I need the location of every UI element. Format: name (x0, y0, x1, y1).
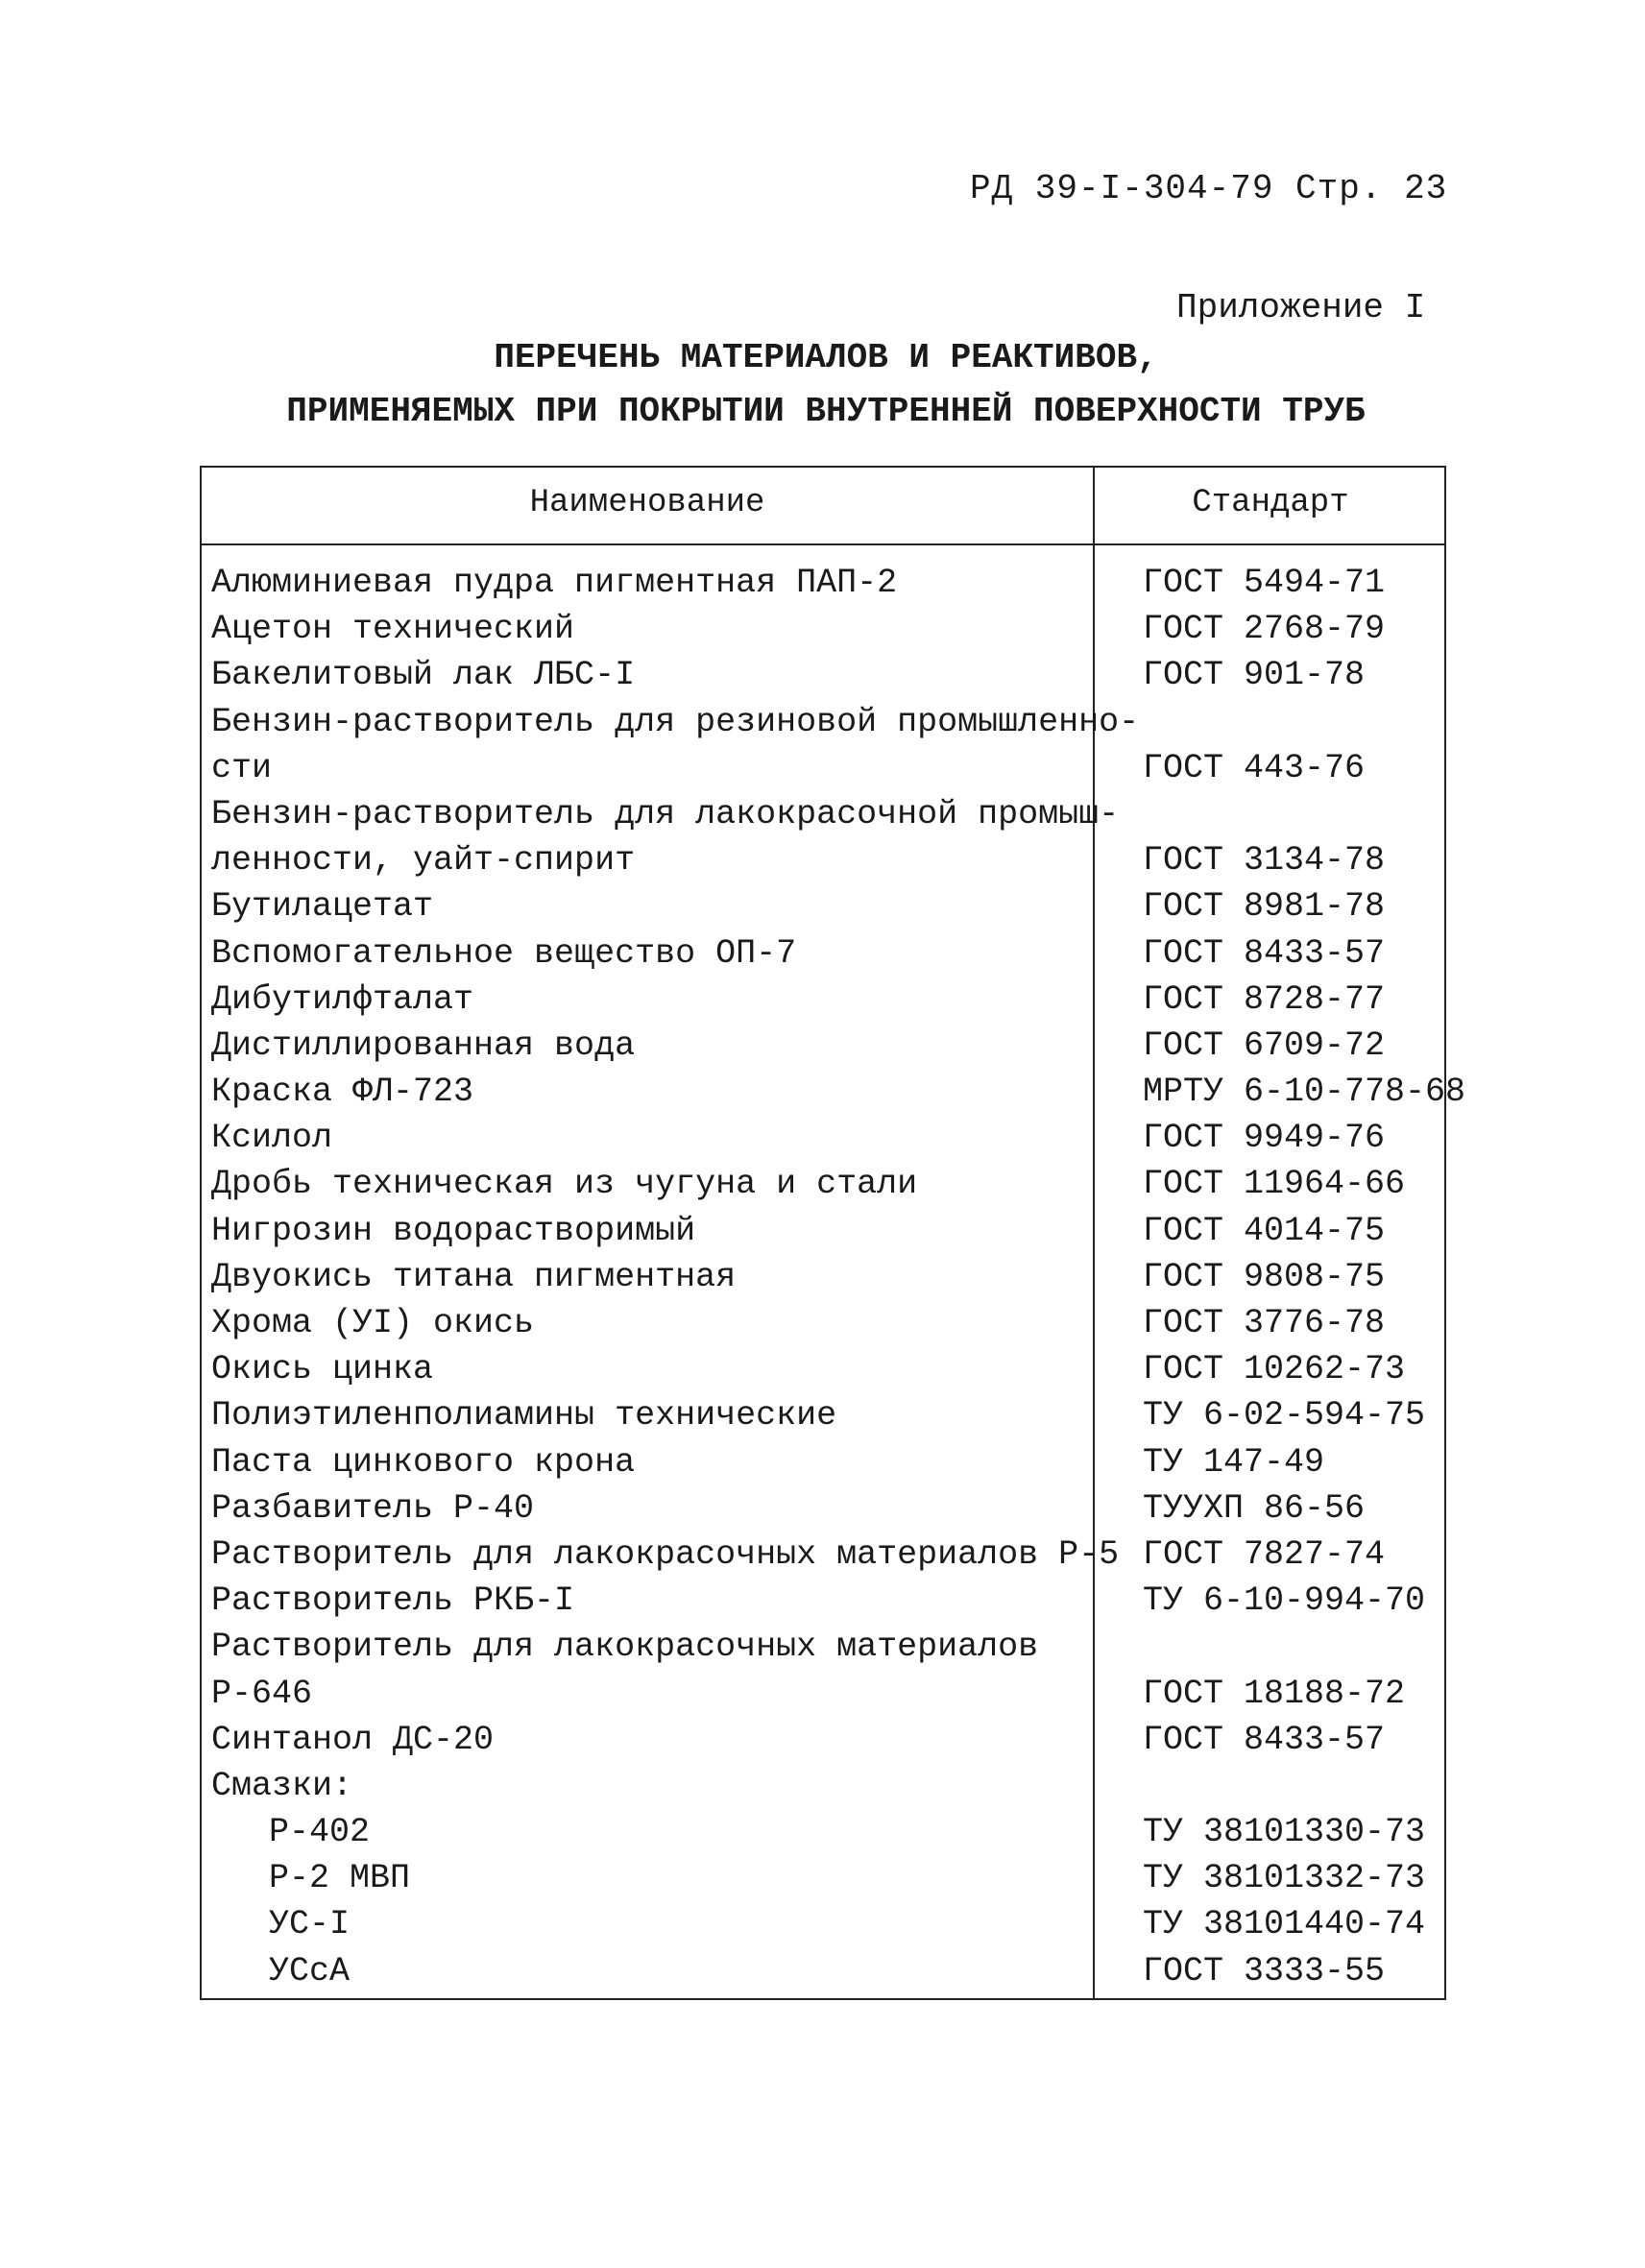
table-row (202, 980, 1444, 1026)
table-row (202, 1767, 1444, 1813)
material-name: Вспомогательное вещество ОП-7 (211, 933, 797, 973)
table-row (202, 1258, 1444, 1304)
table-row (202, 610, 1444, 656)
table-row (202, 1443, 1444, 1489)
material-name: Ксилол (211, 1119, 333, 1158)
standard-code: ГОСТ 2768-79 (1143, 610, 1386, 649)
table-row (202, 1813, 1444, 1859)
header-rule (202, 543, 1444, 545)
table-row (202, 1628, 1444, 1674)
standard-code: ГОСТ 443-76 (1143, 748, 1366, 787)
table-row (202, 1489, 1444, 1535)
material-name: Растворитель для лакокрасочных материалов (211, 1628, 1039, 1667)
table-row (202, 1952, 1444, 1998)
material-name: Нигрозин водорастворимый (211, 1211, 696, 1250)
material-name: сти (211, 748, 273, 787)
standard-code: ГОСТ 3134-78 (1143, 841, 1386, 881)
material-name: Синтанол ДС-20 (211, 1720, 495, 1759)
table-row (202, 656, 1444, 702)
material-name: Полиэтиленполиамины технические (211, 1396, 837, 1436)
table-row (202, 1675, 1444, 1721)
material-name: Смазки: (211, 1766, 353, 1805)
material-name: Р-646 (211, 1674, 313, 1713)
standard-code: ГОСТ 8728-77 (1143, 979, 1386, 1019)
table-row (202, 1212, 1444, 1258)
standard-code: ГОСТ 7827-74 (1143, 1534, 1386, 1574)
material-name: Хрома (УI) окись (211, 1304, 535, 1342)
material-name: УСсА (269, 1951, 351, 1991)
table-row (202, 1721, 1444, 1767)
standard-code: ГОСТ 8981-78 (1143, 887, 1386, 927)
table-row (202, 703, 1444, 749)
standard-code: ГОСТ 8433-57 (1143, 1720, 1386, 1759)
material-name: Бутилацетат (211, 887, 434, 927)
table-row (202, 564, 1444, 610)
material-name: Р-2 МВП (269, 1859, 411, 1898)
table-row (202, 1905, 1444, 1951)
table-row (202, 841, 1444, 887)
table-row (202, 1396, 1444, 1442)
material-name: УС-I (269, 1905, 351, 1944)
material-name: Р-402 (269, 1813, 371, 1852)
column-header-name: Наименование (529, 485, 765, 521)
standard-code: ГОСТ 9808-75 (1143, 1257, 1386, 1296)
material-name: Дибутилфталат (211, 979, 474, 1019)
standard-code: ГОСТ 4014-75 (1143, 1211, 1386, 1250)
material-name: Дистиллированная вода (211, 1025, 636, 1065)
material-name: Краска ФЛ-723 (211, 1073, 474, 1112)
standard-code: ГОСТ 18188-72 (1143, 1674, 1406, 1713)
material-name: Алюминиевая пудра пигментная ПАП-2 (211, 564, 898, 602)
standard-code: ТУ 6-02-594-75 (1143, 1396, 1426, 1436)
table-row (202, 934, 1444, 980)
materials-table (200, 466, 1466, 2000)
table-row (202, 1073, 1466, 1119)
table-row (202, 1350, 1444, 1396)
table-row (202, 1165, 1444, 1211)
standard-code: ГОСТ 8433-57 (1143, 933, 1386, 973)
table-row (202, 1304, 1444, 1350)
material-name: Бакелитовый лак ЛБС-I (211, 656, 636, 695)
material-name: Разбавитель Р-40 (211, 1488, 535, 1528)
standard-code: ТУ 38101332-73 (1143, 1859, 1426, 1898)
document-reference: РД 39-I-304-79 Стр. 23 (970, 169, 1448, 208)
table-row (202, 1581, 1444, 1628)
standard-code: ТУ 147-49 (1143, 1442, 1325, 1482)
standard-code: ТУ 38101440-74 (1143, 1905, 1426, 1944)
table-row (202, 795, 1444, 841)
standard-code: ГОСТ 6709-72 (1143, 1025, 1386, 1065)
standard-code: ТУ 38101330-73 (1143, 1813, 1426, 1852)
table-body (202, 564, 1466, 1998)
table-row (202, 749, 1444, 795)
material-name: Паста цинкового крона (211, 1442, 636, 1482)
standard-code: ГОСТ 3333-55 (1143, 1951, 1386, 1991)
page-title-line-2: ПРИМЕНЯЕМЫХ ПРИ ПОКРЫТИИ ВНУТРЕННЕЙ ПОВЕРХНОСТИ ТРУБ (286, 392, 1366, 431)
material-name: Бензин-растворитель для резиновой промышленно- (211, 702, 1140, 741)
material-name: Двуокись титана пигментная (211, 1257, 737, 1296)
material-name: Растворитель РКБ-I (211, 1581, 575, 1621)
page-title-line-1: ПЕРЕЧЕНЬ МАТЕРИАЛОВ И РЕАКТИВОВ, (494, 338, 1158, 377)
standard-code: ГОСТ 5494-71 (1143, 564, 1386, 602)
table-row (202, 887, 1444, 933)
material-name: Дробь техническая из чугуна и стали (211, 1165, 918, 1204)
table-row (202, 1859, 1444, 1905)
standard-code: ГОСТ 3776-78 (1143, 1304, 1386, 1342)
standard-code: МРТУ 6-10-778-68 (1143, 1073, 1466, 1112)
standard-code: ГОСТ 901-78 (1143, 656, 1366, 695)
appendix-label: Приложение I (1176, 288, 1426, 327)
material-name: ленности, уайт-спирит (211, 841, 636, 881)
material-name: Ацетон технический (211, 610, 575, 649)
standard-code: ГОСТ 10262-73 (1143, 1350, 1406, 1389)
material-name: Бензин-растворитель для лакокрасочной промыш- (211, 794, 1120, 833)
material-name: Растворитель для лакокрасочных материалов Р-5 (211, 1534, 1120, 1574)
table-row (202, 1535, 1444, 1581)
standard-code: ТУУХП 86-56 (1143, 1488, 1366, 1528)
table-row (202, 1026, 1444, 1073)
standard-code: ТУ 6-10-994-70 (1143, 1581, 1426, 1621)
material-name: Окись цинка (211, 1350, 434, 1389)
standard-code: ГОСТ 11964-66 (1143, 1165, 1406, 1204)
column-header-standard: Стандарт (1192, 485, 1349, 521)
table-row (202, 1119, 1444, 1165)
standard-code: ГОСТ 9949-76 (1143, 1119, 1386, 1158)
